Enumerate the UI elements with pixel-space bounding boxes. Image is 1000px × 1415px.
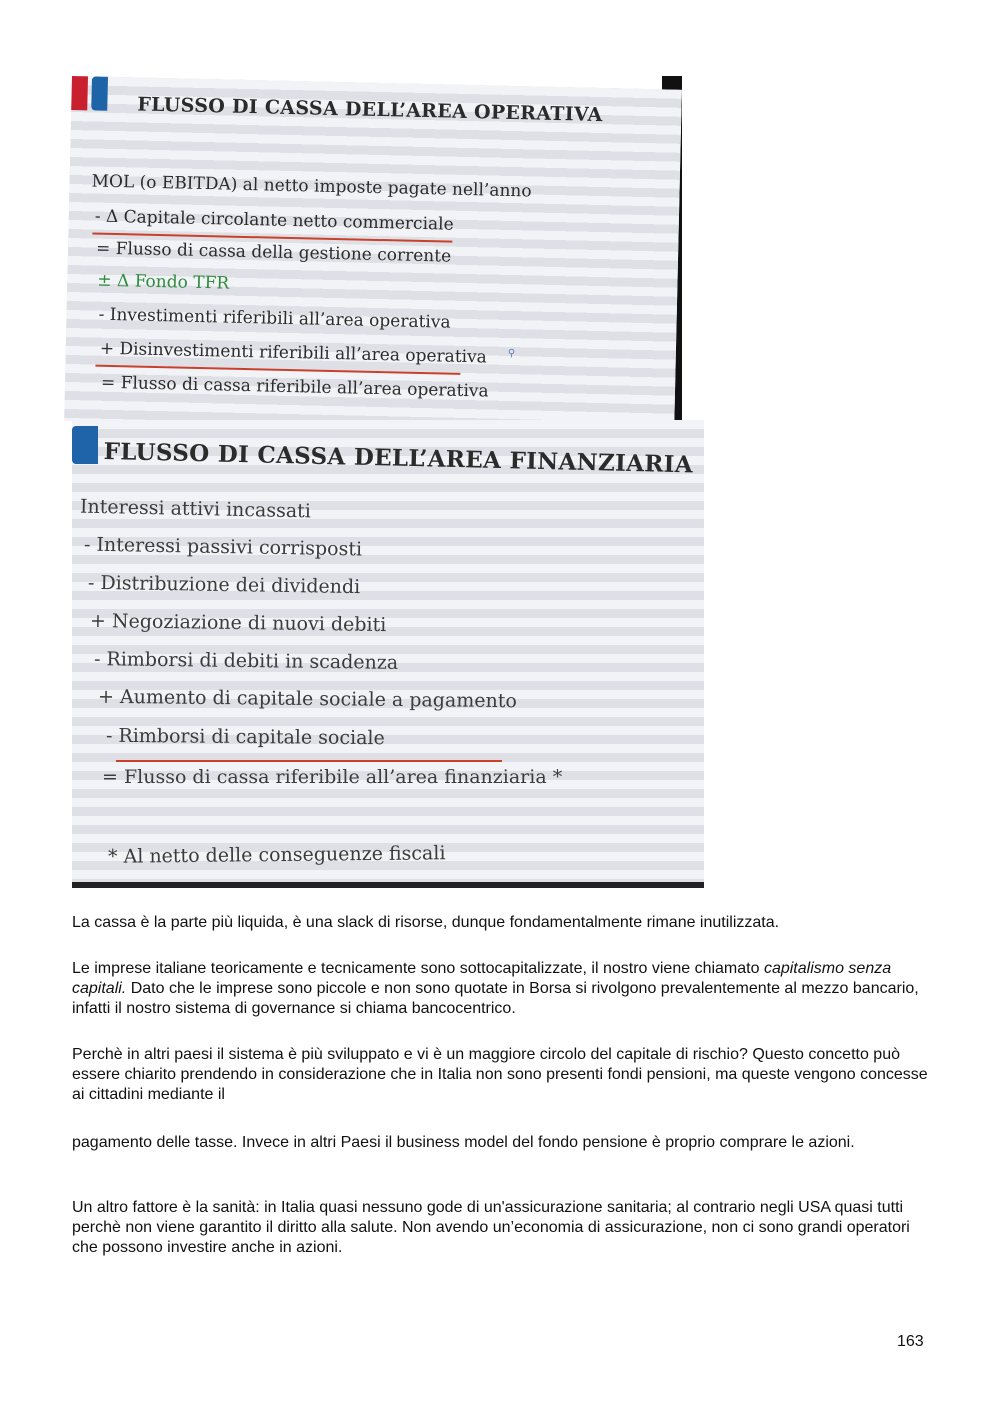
slide-line: MOL (o EBITDA) al netto imposte pagate nell’anno — [91, 171, 532, 202]
paragraph-text-part: Dato che le imprese sono piccole e non sono quotate in Borsa si rivolgono prevalentemente al mezzo bancario, infatti il nostro sistema di governance si chiama bancocentrico. — [72, 980, 919, 1017]
blue-accent-bar — [72, 426, 98, 464]
underline-rule — [116, 760, 502, 762]
slide-line: - Interessi passivi corrisposti — [83, 533, 363, 561]
paragraph-text: Un altro fattore è la sanità: in Italia quasi nessuno gode di un'assicurazione sanitaria; al contrario negli USA quasi tutti perchè non viene garantito il diritto alla salute. Non avendo un’economia di assicurazione, non ci sono grandi operatori che possono investire anche in azioni. — [72, 1199, 910, 1256]
paragraph-text-part: Le imprese italiane teoricamente e tecnicamente sono sottocapitalizzate, il nostro viene chiamato — [72, 960, 764, 977]
slide-line-green: ± Δ Fondo TFR — [97, 270, 230, 294]
paragraph-text: pagamento delle tasse. Invece in altri Paesi il business model del fondo pensione è proprio comprare le azioni. — [72, 1134, 855, 1151]
slide-line: Interessi attivi incassati — [79, 495, 312, 523]
paragraph-text: La cassa è la parte più liquida, è una slack di risorse, dunque fondamentalmente rimane inutilizzata. — [72, 914, 780, 931]
slide-line: - Rimborsi di capitale sociale — [105, 724, 385, 750]
slide-line: - Δ Capitale circolante netto commerciale — [94, 206, 454, 235]
slide-footnote: * Al netto delle conseguenze fiscali — [107, 842, 446, 868]
slide-line: - Distribuzione dei dividendi — [87, 571, 361, 599]
slide-line: + Aumento di capitale sociale a pagamento — [97, 685, 517, 713]
slide-line: + Disinvestimenti riferibili all’area operativa — [99, 338, 488, 368]
slide-line: = Flusso di cassa riferibile all’area operativa — [100, 372, 489, 402]
paragraph-emphasis: capitalismo senza capitali. — [72, 960, 892, 997]
slide-title: FLUSSO DI CASSA DELL’AREA OPERATIVA — [137, 93, 603, 127]
red-accent-bar — [71, 76, 88, 110]
paragraph — [72, 1198, 932, 1258]
page-number: 163 — [897, 1333, 924, 1350]
slide-title: FLUSSO DI CASSA DELL’AREA FINANZIARIA — [103, 438, 694, 479]
slide-area-finanziaria — [72, 420, 704, 886]
paragraph — [72, 1133, 932, 1153]
paragraph — [72, 959, 932, 1019]
slide-line: - Rimborsi di debiti in scadenza — [93, 648, 399, 674]
slide-line: - Investimenti riferibili all’area operativa — [98, 304, 451, 333]
slide-dark-edge-bottom — [72, 882, 704, 888]
paragraph — [72, 1045, 932, 1105]
paragraph-text — [72, 959, 932, 1019]
paragraph — [72, 913, 932, 933]
slide-line: = Flusso di cassa della gestione corrente — [95, 238, 452, 267]
slide-line: + Negoziazione di nuovi debiti — [89, 609, 387, 637]
link-icon: ⚲ — [507, 347, 516, 360]
blue-accent-bar — [91, 76, 108, 110]
slide-line: = Flusso di cassa riferibile all’area finanziaria * — [102, 766, 563, 788]
paragraph-text: Perchè in altri paesi il sistema è più sviluppato e vi è un maggiore circolo del capitale di rischio? Questo concetto può essere chiarito prendendo in considerazione che in Italia non sono presenti fondi pensioni, ma queste vengono concesse ai cittadini mediante il — [72, 1046, 928, 1103]
slide-area-operativa — [64, 76, 682, 435]
